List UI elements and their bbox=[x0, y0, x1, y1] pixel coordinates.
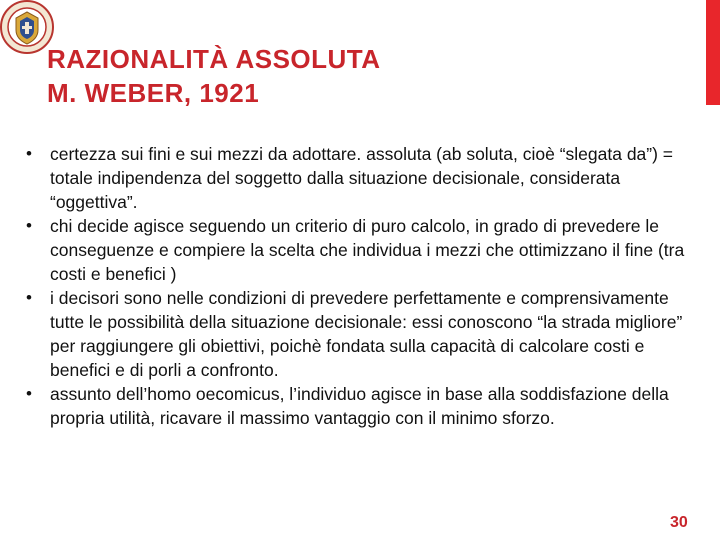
bullet-marker: • bbox=[26, 144, 32, 163]
bullet-item bbox=[26, 382, 696, 430]
bullet-text: i decisori sono nelle condizioni di prevedere perfettamente e comprensivamente tutte le possibilità della situazione decisionale: essi conoscono “la strada migliore” per raggiungere gli obiettivi, poichè fondata sulla capacità di calcolare costi e benefici e di porli a confronto. bbox=[50, 288, 683, 380]
title-line-2: M. WEBER, 1921 bbox=[47, 78, 260, 108]
bullet-marker: • bbox=[26, 288, 32, 307]
slide-title bbox=[47, 42, 381, 110]
bullet-text: assunto dell’homo oecomicus, l’individuo agisce in base alla soddisfazione della propria utilità, ricavare il massimo vantaggio con il minimo sforzo. bbox=[50, 384, 669, 428]
accent-bar bbox=[706, 0, 720, 105]
bullet-text: chi decide agisce seguendo un criterio di puro calcolo, in grado di prevedere le conseguenze e compiere la scelta che individua i mezzi che ottimizzano il fine (tra costi e benefici ) bbox=[50, 216, 685, 284]
bullet-marker: • bbox=[26, 384, 32, 403]
bullet-list bbox=[26, 142, 696, 430]
bullet-item bbox=[26, 214, 696, 286]
page-number: 30 bbox=[670, 514, 688, 531]
bullet-text: certezza sui fini e sui mezzi da adottare. assoluta (ab soluta, cioè “slegata da”) = totale indipendenza del soggetto dalla situazione decisionale, considerata “oggettiva”. bbox=[50, 144, 674, 212]
title-line-1: RAZIONALITÀ ASSOLUTA bbox=[47, 44, 381, 74]
bullet-marker: • bbox=[26, 216, 32, 235]
bullet-item bbox=[26, 142, 696, 214]
bullet-item bbox=[26, 286, 696, 382]
